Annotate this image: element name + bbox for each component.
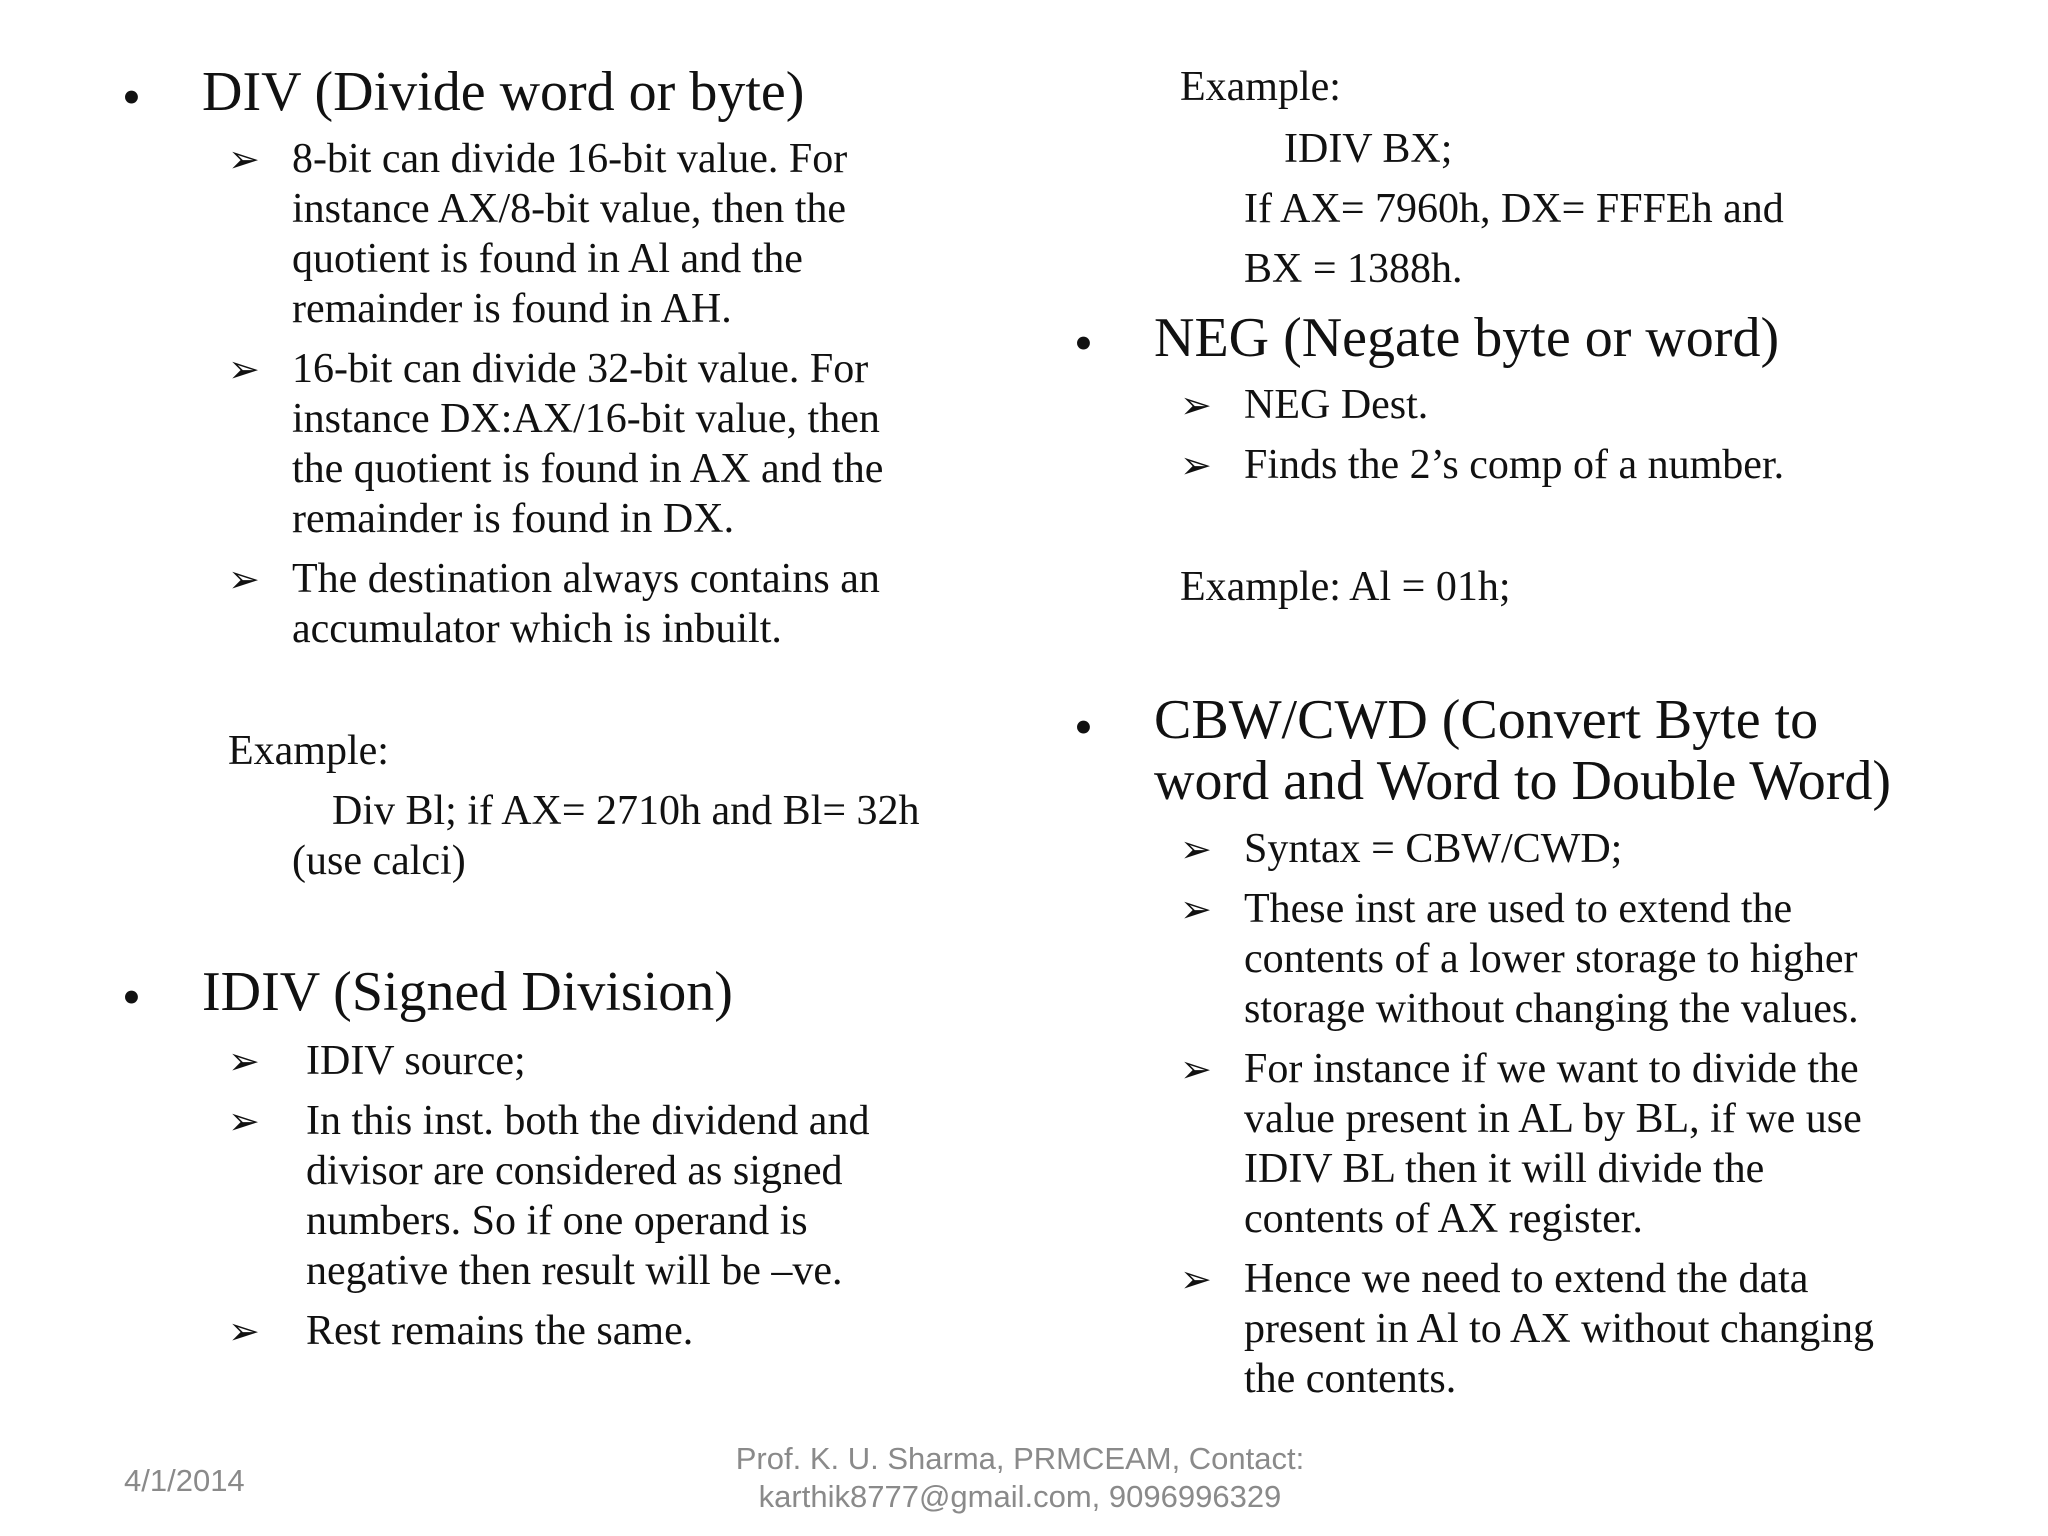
idiv-heading: IDIV (Signed Division)	[202, 961, 733, 1023]
arrow-bullet-icon: ➢	[1180, 443, 1212, 487]
arrow-bullet-icon: ➢	[1180, 827, 1212, 871]
bullet-icon: •	[122, 967, 141, 1027]
idiv-example-line-1: IDIV BX;	[1284, 126, 1453, 172]
div-example-line-2: (use calci)	[292, 838, 466, 884]
idiv-point-1: IDIV source;	[306, 1038, 526, 1084]
div-point-2: 16-bit can divide 32-bit value. For instance DX:AX/16-bit value, then the quotient is found in AX and the remainder is found in DX.	[292, 346, 884, 542]
arrow-bullet-icon: ➢	[228, 1309, 260, 1353]
cbw-point-4: Hence we need to extend the data present in Al to AX without changing the contents.	[1244, 1256, 1874, 1402]
div-example-line-1: Div Bl; if AX= 2710h and Bl= 32h	[332, 788, 920, 834]
bullet-icon: •	[1074, 697, 1093, 757]
arrow-bullet-icon: ➢	[228, 557, 260, 601]
cbw-point-2: These inst are used to extend the contents of a lower storage to higher storage without changing the values.	[1244, 886, 1859, 1032]
idiv-point-3: Rest remains the same.	[306, 1308, 694, 1354]
arrow-bullet-icon: ➢	[1180, 1257, 1212, 1301]
neg-point-2: Finds the 2’s comp of a number.	[1244, 442, 1785, 488]
arrow-bullet-icon: ➢	[1180, 1047, 1212, 1091]
arrow-bullet-icon: ➢	[1180, 383, 1212, 427]
div-point-1: 8-bit can divide 16-bit value. For instance AX/8-bit value, then the quotient is found in Al and the remainder is found in AH.	[292, 136, 848, 332]
footer-date: 4/1/2014	[124, 1463, 245, 1498]
arrow-bullet-icon: ➢	[228, 347, 260, 391]
neg-heading: NEG (Negate byte or word)	[1154, 307, 1780, 369]
div-point-3: The destination always contains an accumulator which is inbuilt.	[292, 556, 880, 652]
div-example-label: Example:	[228, 728, 389, 774]
div-heading: DIV (Divide word or byte)	[202, 61, 805, 123]
neg-point-1: NEG Dest.	[1244, 382, 1429, 428]
arrow-bullet-icon: ➢	[228, 137, 260, 181]
cbw-heading: CBW/CWD (Convert Byte to word and Word to Double Word)	[1154, 689, 1892, 812]
arrow-bullet-icon: ➢	[228, 1099, 260, 1143]
cbw-point-1: Syntax = CBW/CWD;	[1244, 826, 1623, 872]
arrow-bullet-icon: ➢	[1180, 887, 1212, 931]
arrow-bullet-icon: ➢	[228, 1039, 260, 1083]
idiv-point-2: In this inst. both the dividend and divisor are considered as signed numbers. So if one operand is negative then result will be –ve.	[306, 1098, 870, 1294]
neg-example: Example: Al = 01h;	[1180, 564, 1511, 610]
cbw-point-3: For instance if we want to divide the value present in AL by BL, if we use IDIV BL then it will divide the contents of AX register.	[1244, 1046, 1862, 1242]
bullet-icon: •	[122, 67, 141, 127]
bullet-icon: •	[1074, 313, 1093, 373]
idiv-example-label: Example:	[1180, 64, 1341, 110]
idiv-example-line-2: If AX= 7960h, DX= FFFEh and	[1244, 186, 1784, 232]
footer-author: Prof. K. U. Sharma, PRMCEAM, Contact: karthik8777@gmail.com, 9096996329	[735, 1441, 1305, 1514]
idiv-example-line-3: BX = 1388h.	[1244, 246, 1463, 292]
